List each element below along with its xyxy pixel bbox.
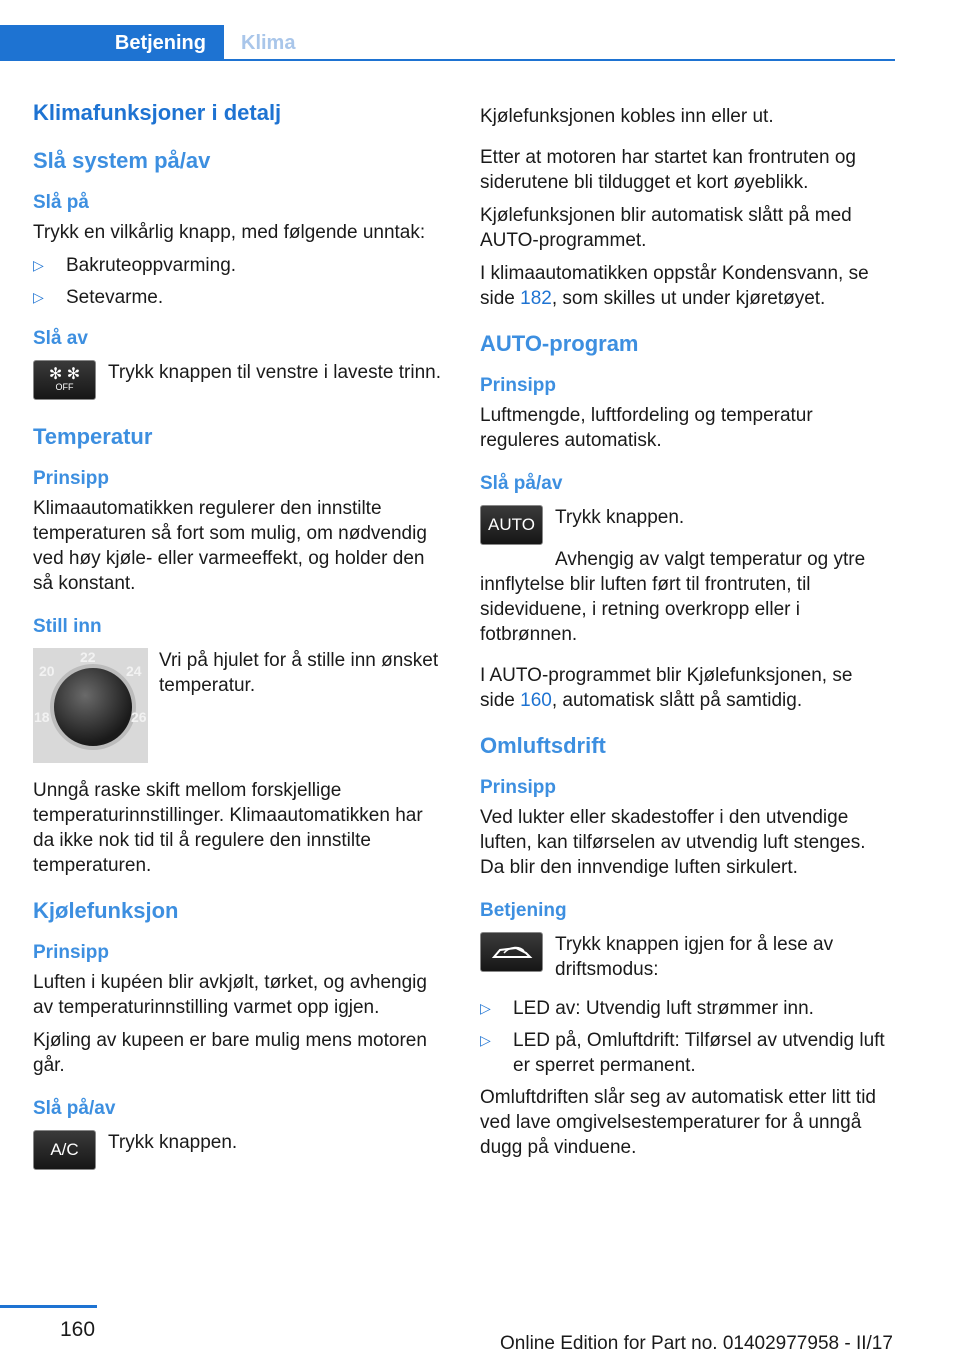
knob-label: 18 <box>34 709 50 725</box>
auto-cool-pre: I AUTO-programmet blir Kjølefunksjonen, se side <box>480 665 853 711</box>
knob-icon <box>50 664 136 750</box>
tab-betjening[interactable] <box>0 25 224 61</box>
left-column <box>33 100 448 1172</box>
auto-cool-post: , automatisk slått på samtidig. <box>551 690 803 711</box>
set-text: Vri på hjulet for å stille inn ønsket temperatur. <box>159 650 439 696</box>
recirc-op-text: Trykk knappen igjen for å lese av driftsmodus: <box>555 934 834 980</box>
section-heading-system: Slå system på/av <box>33 148 211 173</box>
knob-label: 22 <box>80 649 96 665</box>
page-link-182[interactable]: 182 <box>520 288 552 309</box>
recirc-instruction <box>480 932 890 982</box>
fog-text: Etter at motoren har startet kan frontruten og siderutene bli tildugget et kort øyeblikk. <box>480 147 856 193</box>
section-heading-temperature: Temperatur <box>33 424 153 449</box>
subheading-recirc-operation: Betjening <box>480 900 567 921</box>
off-button-label: OFF <box>55 382 74 392</box>
list-item-text: Bakruteoppvarming. <box>66 255 237 276</box>
knob-label: 24 <box>126 663 142 679</box>
triangle-bullet-icon: ▷ <box>33 289 44 305</box>
subheading-auto-onoff: Slå på/av <box>480 473 563 494</box>
recirc-end-text: Omluftdriften slår seg av automatisk etter litt tid ved lave omgivelsestemperaturer for å unngå dugg på vinduene. <box>480 1087 876 1158</box>
set-instruction <box>33 648 448 766</box>
subheading-cool-onoff: Slå på/av <box>33 1098 116 1119</box>
ac-instruction <box>33 1130 448 1172</box>
fan-off-button-icon: ✻ ✻ OFF <box>33 360 96 400</box>
triangle-bullet-icon: ▷ <box>33 257 44 273</box>
list-item <box>480 996 890 1021</box>
set-warning: Unngå raske skift mellom forskjellige temperaturinnstillinger. Klimaautomatikken har da ikke nok tid til å regulere den innstilte temperaturen. <box>33 780 423 876</box>
auto-press-text: Trykk knappen. <box>555 507 685 528</box>
off-instruction <box>33 360 448 402</box>
subheading-recirc-principle: Prinsipp <box>480 777 557 798</box>
section-heading-recirculation: Omluftsdrift <box>480 733 606 758</box>
footer-divider <box>0 1305 97 1308</box>
ac-button-label: A/C <box>50 1140 79 1159</box>
right-column <box>480 104 890 1168</box>
page-title: Klimafunksjoner i detalj <box>33 100 282 125</box>
auto-instruction <box>480 505 890 547</box>
subheading-cool-principle: Prinsipp <box>33 942 110 963</box>
knob-label: 26 <box>131 709 147 725</box>
list-item <box>480 1028 890 1078</box>
triangle-bullet-icon: ▷ <box>480 1000 491 1016</box>
tab-betjening-label: Betjening <box>114 32 206 54</box>
auto-cool-link-text <box>480 663 890 713</box>
subheading-off: Slå av <box>33 328 88 349</box>
subheading-auto-principle: Prinsipp <box>480 375 557 396</box>
list-item-text: Setevarme. <box>66 287 164 308</box>
condensate-text-pre: I klimaautomatikken oppstår Kondensvann, se side <box>480 263 869 309</box>
header-divider <box>224 59 895 61</box>
list-item-text: LED på, Omluftdrift: Tilførsel av utvendig luft er sperret permanent. <box>513 1030 885 1076</box>
section-heading-cooling: Kjølefunksjon <box>33 898 179 923</box>
off-text: Trykk knappen til venstre i laveste trinn. <box>108 362 441 383</box>
section-heading-auto: AUTO-program <box>480 331 639 356</box>
auto-dependency-text: Avhengig av valgt temperatur og ytre innflytelse blir luften ført til frontruten, til sideviduene, i retning overkropp eller i fotbrønnen. <box>480 549 866 645</box>
subheading-temp-principle: Prinsipp <box>33 468 110 489</box>
recirc-led-list <box>480 996 890 1078</box>
auto-button-label: AUTO <box>488 515 535 534</box>
temperature-knob-image <box>33 648 148 763</box>
cool-principle-text-1: Luften i kupéen blir avkjølt, tørket, og avhengig av temperaturinnstilling varmet opp igjen. <box>33 972 427 1018</box>
ac-button-icon <box>33 1130 96 1170</box>
condensate-text-post: , som skilles ut under kjøretøyet. <box>551 288 826 309</box>
subheading-set: Still inn <box>33 616 102 637</box>
list-item <box>33 285 448 310</box>
page-link-160[interactable]: 160 <box>520 690 552 711</box>
knob-label: 20 <box>39 663 55 679</box>
on-text: Trykk en vilkårlig knapp, med følgende unntak: <box>33 222 426 243</box>
condensate-text <box>480 261 890 311</box>
recirculation-car-icon <box>480 932 543 972</box>
ac-text: Trykk knappen. <box>108 1132 238 1153</box>
cool-toggle-text: Kjølefunksjonen kobles inn eller ut. <box>480 106 774 127</box>
cool-principle-text-2: Kjøling av kupeen er bare mulig mens motoren går. <box>33 1030 427 1076</box>
triangle-bullet-icon: ▷ <box>480 1032 491 1048</box>
on-exceptions-list <box>33 253 448 310</box>
auto-cool-text: Kjølefunksjonen blir automatisk slått på med AUTO-programmet. <box>480 205 852 251</box>
temp-principle-text: Klimaautomatikken regulerer den innstilte temperaturen så fort som mulig, om nødvendig ved høy kjøle- eller varmeeffekt, og holder den så konstant. <box>33 498 427 594</box>
list-item-text: LED av: Utvendig luft strømmer inn. <box>513 998 814 1019</box>
tab-klima[interactable]: Klima <box>241 32 296 54</box>
auto-principle-text: Luftmengde, luftfordeling og temperatur reguleres automatisk. <box>480 405 813 451</box>
car-arrow-icon <box>490 942 534 962</box>
page-number: 160 <box>60 1318 96 1341</box>
recirc-principle-text: Ved lukter eller skadestoffer i den utvendige luften, kan tilførselen av utvendig luft stenges. Da blir den innvendige luften sirkulert. <box>480 807 866 878</box>
edition-note: Online Edition for Part no. 01402977958 - II/17 <box>500 1333 893 1354</box>
subheading-on: Slå på <box>33 192 89 213</box>
list-item <box>33 253 448 278</box>
auto-button-icon <box>480 505 543 545</box>
header-tabs <box>0 25 895 61</box>
